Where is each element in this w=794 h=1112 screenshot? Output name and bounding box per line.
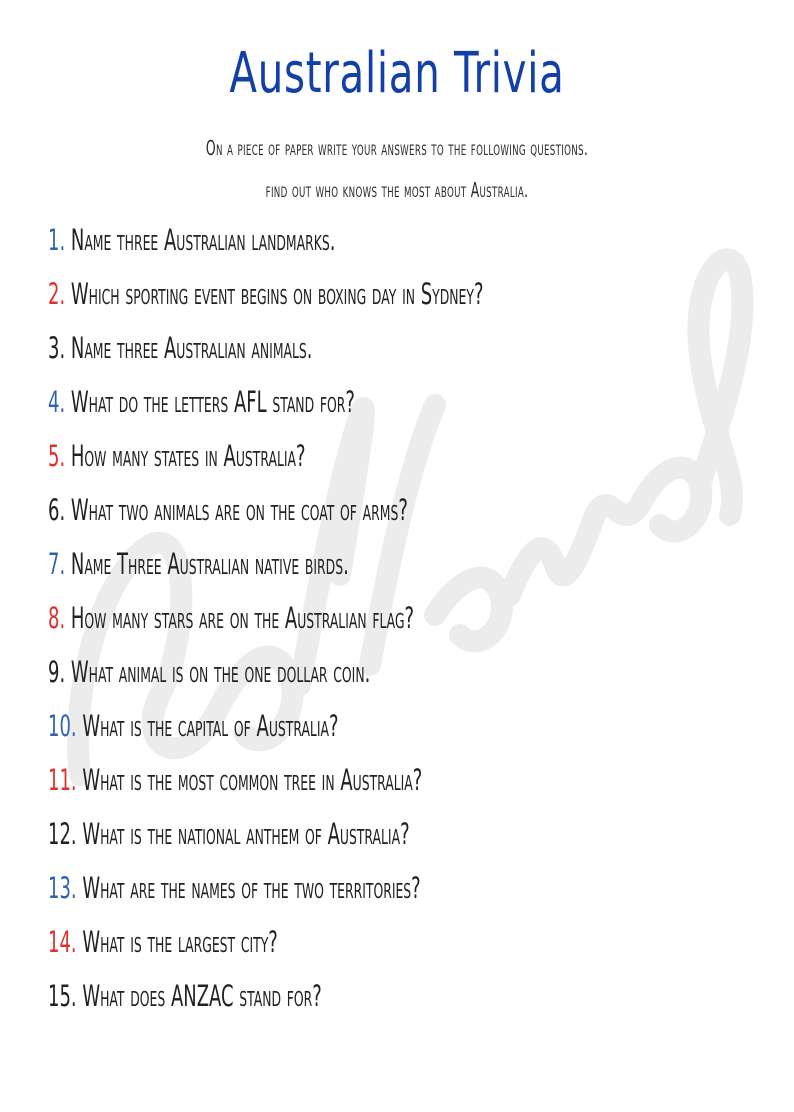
question-text: What is the national anthem of Australia? — [76, 817, 410, 851]
question-number: 2. — [48, 277, 66, 311]
question-9 — [48, 645, 370, 699]
question-number: 1. — [48, 223, 66, 257]
question-14 — [48, 915, 278, 969]
question-number: 9. — [48, 655, 66, 689]
question-15 — [48, 969, 322, 1023]
question-text: What is the capital of Australia? — [76, 709, 339, 743]
question-number: 3. — [48, 331, 66, 365]
question-7 — [48, 537, 349, 591]
question-text: What animal is on the one dollar coin. — [65, 655, 371, 689]
question-text: What is the largest city? — [76, 925, 278, 959]
question-4 — [48, 375, 355, 429]
question-text: Which sporting event begins on boxing day in Sydney? — [65, 277, 484, 311]
question-text: What two animals are on the coat of arms? — [65, 493, 408, 527]
question-6 — [48, 483, 408, 537]
question-text: Name Three Australian native birds. — [65, 547, 349, 581]
question-10 — [48, 699, 339, 753]
instructions-line-1: On a piece of paper write your answers to the following questions. — [205, 136, 589, 160]
question-13 — [48, 861, 421, 915]
question-text: What are the names of the two territories? — [76, 871, 421, 905]
question-text: What does ANZAC stand for? — [76, 979, 322, 1013]
question-5 — [48, 429, 306, 483]
question-text: What is the most common tree in Australia? — [76, 763, 423, 797]
question-text: What do the letters AFL stand for? — [65, 385, 355, 419]
question-number: 14. — [48, 925, 77, 959]
question-11 — [48, 753, 422, 807]
question-number: 10. — [48, 709, 77, 743]
question-1 — [48, 213, 335, 267]
question-number: 4. — [48, 385, 66, 419]
question-number: 13. — [48, 871, 77, 905]
question-number: 15. — [48, 979, 77, 1013]
instructions-line-2: find out who knows the most about Australia. — [265, 178, 529, 202]
question-number: 7. — [48, 547, 66, 581]
question-number: 8. — [48, 601, 66, 635]
question-number: 12. — [48, 817, 77, 851]
question-text: Name three Australian animals. — [65, 331, 313, 365]
question-text: How many states in Australia? — [65, 439, 306, 473]
question-number: 5. — [48, 439, 66, 473]
question-2 — [48, 267, 483, 321]
question-number: 11. — [48, 763, 77, 797]
question-12 — [48, 807, 410, 861]
question-number: 6. — [48, 493, 66, 527]
page-title: Australian Trivia — [229, 41, 565, 106]
question-3 — [48, 321, 313, 375]
question-8 — [48, 591, 414, 645]
question-text: Name three Australian landmarks. — [65, 223, 336, 257]
question-text: How many stars are on the Australian flag? — [65, 601, 415, 635]
